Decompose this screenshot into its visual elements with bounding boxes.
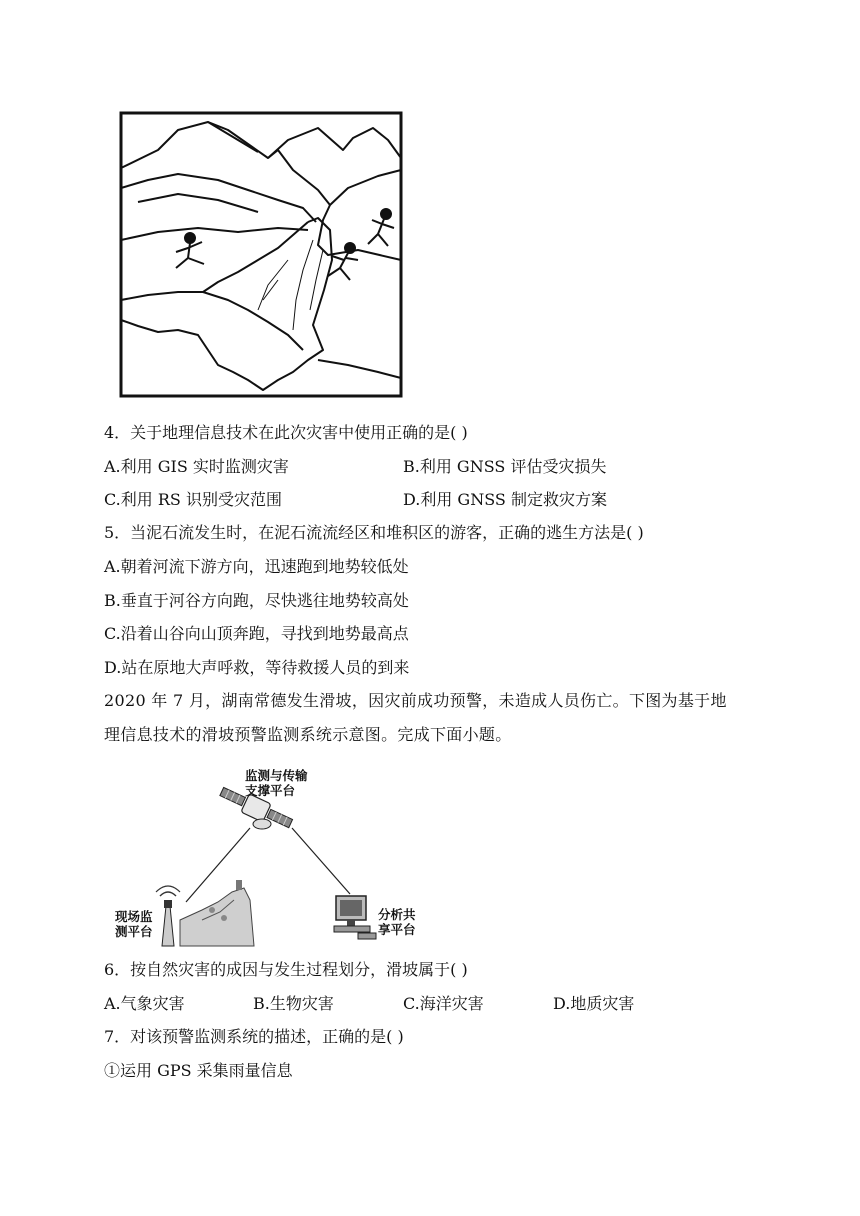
q4-option-a: A.利用 GIS 实时监测灾害 [104, 457, 289, 476]
field-monitoring-station-icon [156, 880, 254, 946]
q6-option-c: C.海洋灾害 [403, 994, 484, 1013]
q4-option-b: B.利用 GNSS 评估受灾损失 [403, 457, 607, 476]
question-5-stem: 5．当泥石流发生时，在泥石流流经区和堆积区的游客，正确的逃生方法是( ) [104, 523, 644, 542]
satellite-platform-label: 监测与传输 支撑平台 [245, 768, 308, 798]
computer-icon [334, 896, 376, 939]
passage-line-2: 理信息技术的滑坡预警监测系统示意图。完成下面小题。 [104, 725, 512, 744]
debris-flow-illustration [118, 110, 406, 400]
question-6-stem: 6．按自然灾害的成因与发生过程划分，滑坡属于( ) [104, 960, 468, 979]
question-7-stem: 7．对该预警监测系统的描述，正确的是( ) [104, 1027, 404, 1046]
q5-option-c: C.沿着山谷向山顶奔跑，寻找到地势最高点 [104, 624, 409, 643]
satellite-to-analysis-line [292, 828, 350, 894]
q6-option-b: B.生物灾害 [253, 994, 334, 1013]
q5-option-d: D.站在原地大声呼救，等待救援人员的到来 [104, 658, 410, 677]
q6-option-a: A.气象灾害 [104, 994, 185, 1013]
q4-option-c: C.利用 RS 识别受灾范围 [104, 490, 282, 509]
q5-option-a: A.朝着河流下游方向，迅速跑到地势较低处 [104, 557, 409, 576]
analysis-sharing-label: 分析共 享平台 [378, 907, 416, 937]
q5-option-b: B.垂直于河谷方向跑，尽快逃往地势较高处 [104, 591, 409, 610]
passage-line-1: 2020 年 7 月，湖南常德发生滑坡，因灾前成功预警，未造成人员伤亡。下图为基于地 [104, 691, 727, 710]
q6-option-d: D.地质灾害 [553, 994, 635, 1013]
q4-option-d: D.利用 GNSS 制定救灾方案 [403, 490, 607, 509]
q7-item-1: ①运用 GPS 采集雨量信息 [104, 1061, 293, 1080]
field-monitoring-label: 现场监 测平台 [115, 909, 153, 939]
question-4-stem: 4．关于地理信息技术在此次灾害中使用正确的是( ) [104, 423, 468, 442]
